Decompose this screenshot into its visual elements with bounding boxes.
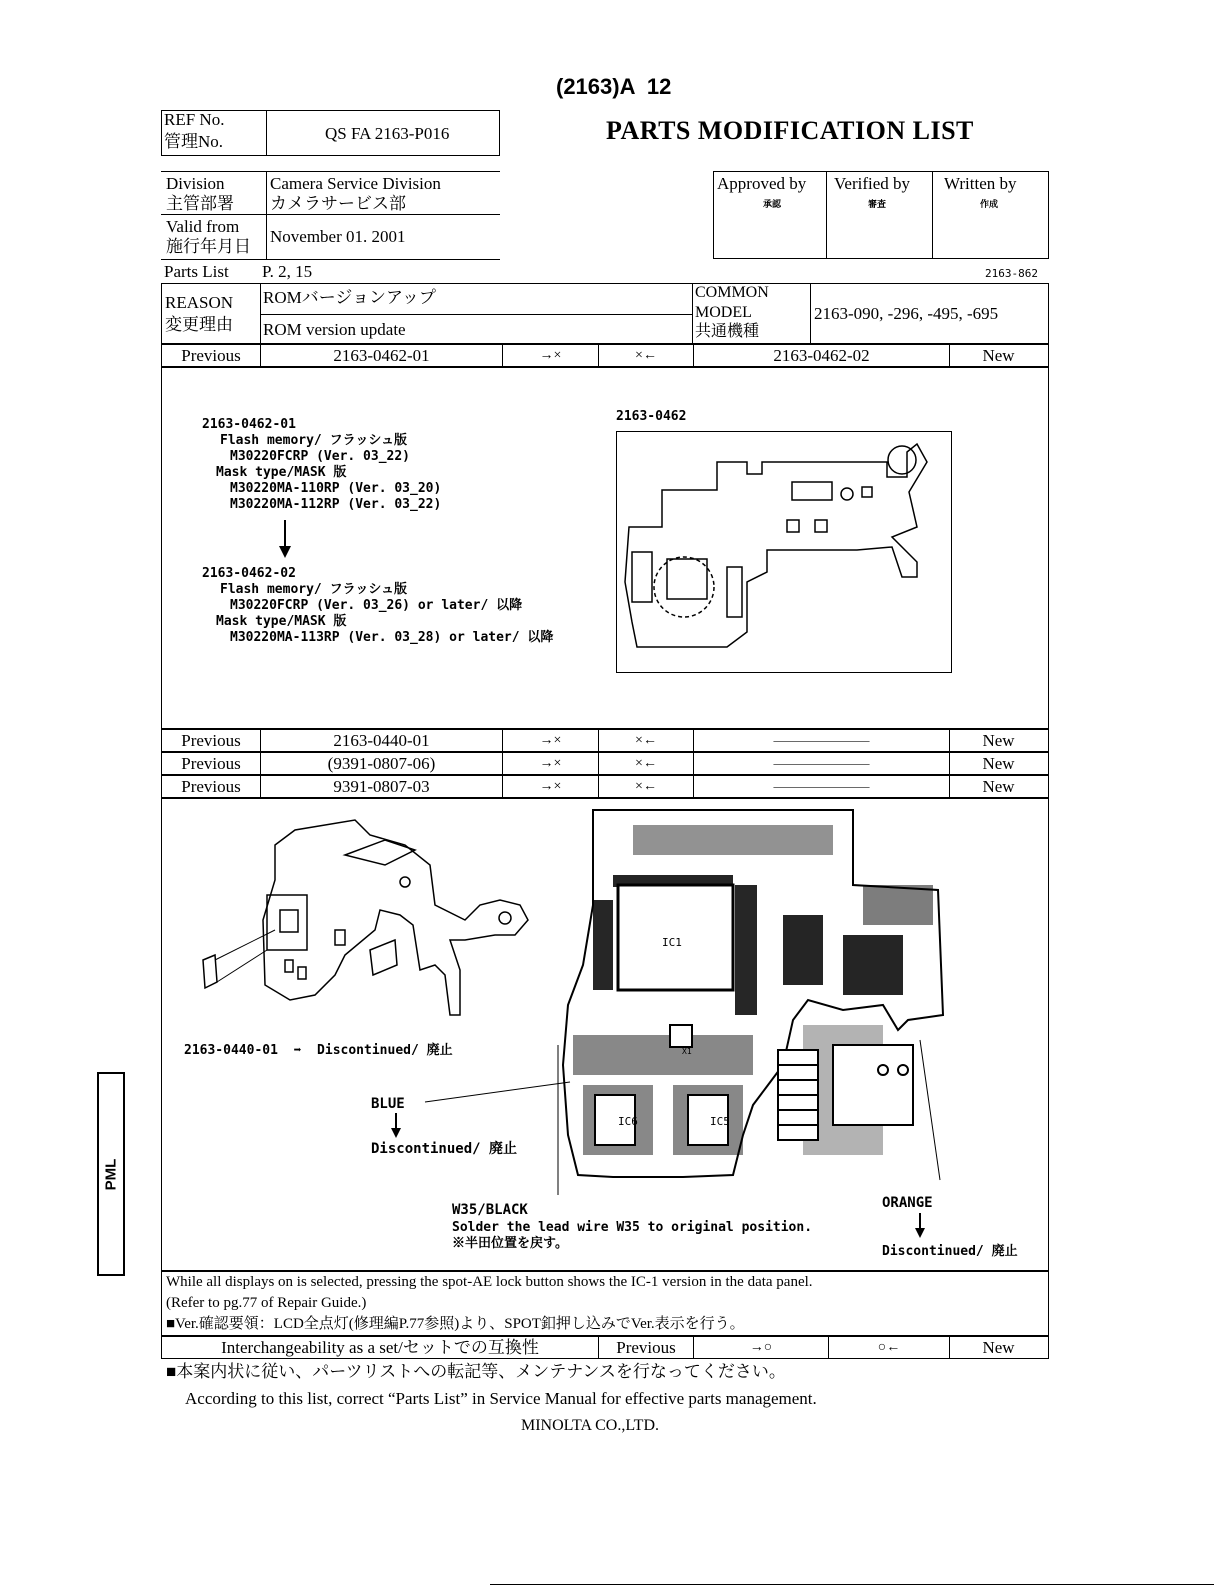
page-title: PARTS MODIFICATION LIST bbox=[606, 116, 974, 145]
division-value-jp: カメラサービス部 bbox=[270, 194, 406, 213]
interchange-previous: Previous bbox=[598, 1337, 693, 1358]
bracket-figure bbox=[195, 810, 540, 1030]
part-row bbox=[161, 344, 1049, 367]
new-flash-chip: M30220FCRP (Ver. 03_26) or later/ 以降 bbox=[230, 598, 523, 613]
pml-tab-label: PML bbox=[102, 1158, 120, 1191]
figure-label: 2163-0462 bbox=[616, 409, 687, 424]
ic5-label: IC5 bbox=[710, 1115, 730, 1128]
common-models: 2163-090, -296, -495, -695 bbox=[814, 304, 999, 323]
forward-arrow: →× bbox=[502, 753, 598, 774]
interchangeability-row bbox=[161, 1336, 1049, 1359]
remark-line-2: (Refer to pg.77 of Repair Guide.) bbox=[166, 1295, 367, 1311]
previous-part: 9391-0807-03 bbox=[260, 776, 502, 797]
valid-from-value: November 01. 2001 bbox=[270, 227, 406, 246]
sheet-discontinued-note: 2163-0440-01 ➡ Discontinued/ 廃止 bbox=[184, 1043, 453, 1058]
previous-part: 2163-0462-01 bbox=[260, 345, 502, 366]
old-mask-label: Mask type/MASK 版 bbox=[216, 465, 347, 480]
old-mask-chip-2: M30220MA-112RP (Ver. 03_22) bbox=[230, 497, 442, 512]
interchange-forward: →○ bbox=[693, 1337, 828, 1358]
blue-wire-label: BLUE bbox=[371, 1096, 405, 1112]
company-name: MINOLTA CO.,LTD. bbox=[521, 1417, 659, 1434]
bottom-edge-line bbox=[490, 1584, 1214, 1585]
interchange-back: ○← bbox=[828, 1337, 949, 1358]
verified-by-label: Verified by bbox=[834, 174, 911, 193]
w35-instruction-en: Solder the lead wire W35 to original position. bbox=[452, 1220, 813, 1235]
approved-by-label: Approved by bbox=[717, 174, 807, 193]
ref-label-en: REF No. bbox=[164, 110, 225, 129]
ref-label-jp: 管理No. bbox=[164, 132, 224, 151]
blue-down-arrow-icon bbox=[390, 1113, 402, 1139]
previous-label: Previous bbox=[181, 346, 241, 365]
new-part: ———————— bbox=[693, 753, 949, 774]
ic6-label: IC6 bbox=[618, 1115, 638, 1128]
page-code: (2163)A 12 bbox=[556, 74, 672, 99]
written-by-label: Written by bbox=[944, 174, 1017, 193]
part-row bbox=[161, 775, 1049, 798]
common-label-2: MODEL bbox=[695, 304, 752, 321]
new-label: New bbox=[949, 730, 1047, 751]
orange-wire-label: ORANGE bbox=[882, 1195, 933, 1211]
forward-arrow: →× bbox=[502, 776, 598, 797]
division-label-en: Division bbox=[166, 174, 225, 193]
reason-label-en: REASON bbox=[165, 293, 234, 312]
w35-wire-label: W35/BLACK bbox=[452, 1202, 528, 1218]
new-mask-label: Mask type/MASK 版 bbox=[216, 614, 347, 629]
old-flash-label: Flash memory/ フラッシュ版 bbox=[220, 433, 408, 448]
new-part: 2163-0462-02 bbox=[693, 345, 949, 366]
forward-arrow: →× bbox=[502, 730, 598, 751]
orange-discontinued-note: Discontinued/ 廃止 bbox=[882, 1244, 1018, 1259]
parts-list-label: Parts List bbox=[164, 262, 229, 281]
old-flash-chip: M30220FCRP (Ver. 03_22) bbox=[230, 449, 411, 464]
previous-part: (9391-0807-06) bbox=[260, 753, 502, 774]
part-row bbox=[161, 729, 1049, 752]
new-flash-label: Flash memory/ フラッシュ版 bbox=[220, 582, 408, 597]
new-mask-chip: M30220MA-113RP (Ver. 03_28) or later/ 以降 bbox=[230, 630, 554, 645]
down-arrow-icon bbox=[278, 520, 292, 560]
blue-discontinued-note: Discontinued/ 廃止 bbox=[371, 1141, 518, 1157]
reason-text-en: ROM version update bbox=[263, 320, 406, 339]
reason-text-jp: ROMバージョンアップ bbox=[263, 288, 436, 307]
interchangeability-label: Interchangeability as a set/セットでの互換性 bbox=[221, 1338, 539, 1357]
remark-line-3: ■Ver.確認要領：LCD全点灯(修理編P.77参照)より、SPOT釦押し込みでVer.表示を行う。 bbox=[166, 1316, 745, 1332]
back-arrow: ×← bbox=[598, 753, 693, 774]
previous-label: Previous bbox=[181, 731, 241, 750]
footer-en: According to this list, correct “Parts List” in Service Manual for effective parts management. bbox=[185, 1389, 817, 1408]
common-label-jp: 共通機種 bbox=[695, 323, 760, 340]
callout-lines bbox=[410, 1020, 970, 1210]
back-arrow: ×← bbox=[598, 776, 693, 797]
forward-arrow: →× bbox=[502, 345, 598, 366]
back-arrow: ×← bbox=[598, 730, 693, 751]
approved-by-jp: 承認 bbox=[763, 199, 782, 209]
x1-label: X1 bbox=[682, 1047, 692, 1056]
division-value-en: Camera Service Division bbox=[270, 174, 441, 193]
new-label: New bbox=[949, 345, 1047, 366]
interchange-new: New bbox=[949, 1337, 1047, 1358]
written-by-jp: 作成 bbox=[980, 199, 999, 209]
new-label: New bbox=[949, 753, 1047, 774]
new-part-number: 2163-0462-02 bbox=[202, 566, 296, 581]
remark-line-1: While all displays on is selected, pressing the spot-AE lock button shows the IC-1 version in the data panel. bbox=[166, 1274, 813, 1290]
reason-label-jp: 変更理由 bbox=[165, 315, 233, 334]
new-part: ———————— bbox=[693, 730, 949, 751]
part-row bbox=[161, 752, 1049, 775]
footer-jp: ■本案内状に従い、パーツリストへの転記等、メンテナンスを行なってください。 bbox=[166, 1362, 786, 1381]
valid-from-label-en: Valid from bbox=[166, 217, 240, 236]
common-label-1: COMMON bbox=[695, 284, 769, 301]
previous-part: 2163-0440-01 bbox=[260, 730, 502, 751]
new-label: New bbox=[949, 776, 1047, 797]
division-label-jp: 主管部署 bbox=[166, 194, 234, 213]
ic1-label: IC1 bbox=[662, 936, 682, 949]
old-part-number: 2163-0462-01 bbox=[202, 417, 296, 432]
back-arrow: ×← bbox=[598, 345, 693, 366]
valid-from-label-jp: 施行年月日 bbox=[166, 237, 251, 256]
verified-by-jp: 審査 bbox=[868, 199, 887, 209]
previous-label: Previous bbox=[181, 754, 241, 773]
pcb-figure bbox=[616, 431, 952, 673]
orange-down-arrow-icon bbox=[914, 1213, 926, 1239]
old-mask-chip-1: M30220MA-110RP (Ver. 03_20) bbox=[230, 481, 442, 496]
w35-instruction-jp: ※半田位置を戻す。 bbox=[452, 1236, 568, 1251]
previous-label: Previous bbox=[181, 777, 241, 796]
ref-number: QS FA 2163-P016 bbox=[325, 124, 450, 143]
parts-list-value: P. 2, 15 bbox=[262, 262, 313, 281]
doc-number: 2163-862 bbox=[985, 267, 1038, 280]
new-part: ———————— bbox=[693, 776, 949, 797]
